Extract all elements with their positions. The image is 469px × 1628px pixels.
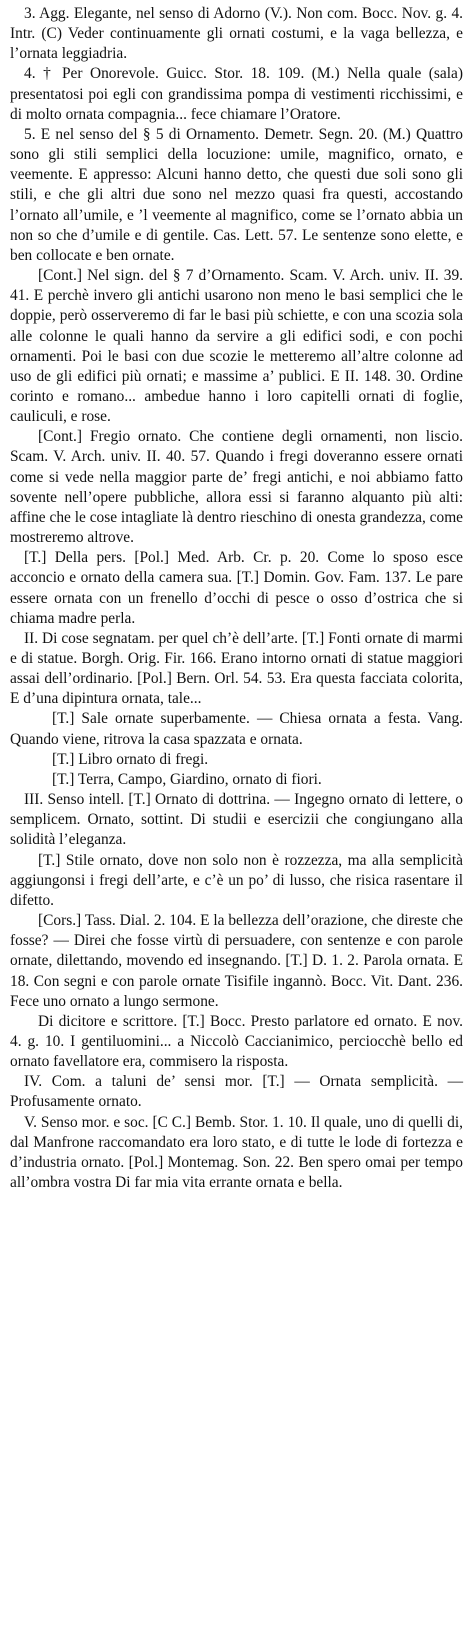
entry-text: II. Di cose segnatam. per quel ch’è dell’arte. [T.] Fonti ornate di marmi e di statue. Borgh. Orig. Fir. 166. Erano intorno ornati di statue maggiori assai dell’ordinario. [Pol.] Bern. Orl. 54. 53. Era questa facciata colorita, E d’una dipintura ornata, tale...: [10, 629, 467, 708]
entry-sense-5: [10, 125, 467, 266]
entry-sense-IV: [10, 1072, 467, 1112]
entry-text: [T.] Della pers. [Pol.] Med. Arb. Cr. p. 20. Come lo sposo esce acconcio e ornato della camera sua. [T.] Domin. Gov. Fam. 137. Le pare essere ornata con un frenello d’occhi di pesce o osso d’ostrica che si chiama madre perla.: [10, 549, 467, 627]
entry-text: V. Senso mor. e soc. [C C.] Bemb. Stor. 1. 10. Il quale, uno di quelli di, dal Manfrone raccomandato era loro stato, e di tutte le lode di fortezza e d’industria ornato. [Pol.] Montemag. Son. 22. Ben spero omai per tempo all’ombra vostra Di far mia vita errante ornata e bella.: [10, 1113, 467, 1192]
entry-della-pers: [10, 548, 467, 629]
entry-text: [Cont.] Fregio ornato. Che contiene degli ornamenti, non liscio. Scam. V. Arch. univ. II. 40. 57. Quando i fregi doveranno essere ornati come si vede nella maggior parte de’ fregi antichi, e noi abbiamo fatto sovente nell’opere pubbliche, allora essi si faranno alquanto più alti: affine che le cose intagliate là dentro rieschino di onesta grandezza, come mostreremo altrove.: [10, 428, 467, 547]
entry-text: [T.] Terra, Campo, Giardino, ornato di fiori.: [52, 770, 322, 788]
entry-text: [T.] Libro ornato di fregi.: [52, 750, 209, 768]
entry-text: [Cors.] Tass. Dial. 2. 104. E la bellezza dell’orazione, che direste che fosse? — Direi che fosse virtù di persuadere, con sentenze e con parole ornate, dilettando, movendo ed insegnando. [T.] D. 1. 2. Parola ornata. E 18. Con segni e con parole ornate Tisifile ingannò. Bocc. Vit. Dant. 236. Fece uno ornato a lungo sermone.: [10, 912, 467, 1010]
entry-text: 4. † Per Onorevole. Guicc. Stor. 18. 109. (M.) Nella quale (sala) presentatosi poi egli con grandissima pompa di vestimenti ricchissimi, e di molto ornata compagnia... fece chiamare l’Oratore.: [10, 65, 467, 123]
entry-sense-V: [10, 1113, 467, 1194]
entry-sense-II: [10, 629, 467, 710]
entry-sense-4: [10, 64, 467, 124]
entry-text: IV. Com. a taluni de’ sensi mor. [T.] — Ornata semplicità. — Profusamente ornato.: [10, 1073, 467, 1111]
entry-text: 5. E nel senso del § 5 di Ornamento. Demetr. Segn. 20. (M.) Quattro sono gli stili semplici della locuzione: umile, magnifico, ornato, e veemente. E appresso: Alcuni hanno detto, che questi due soli sono gli stili, e che gli altri due sono nel mezzo quasi fra questi, accostando l’ornato all’umile, e ’l veemente al magnifico, come se l’ornato abbia un non so che d’umile e di gentile. Cas. Lett. 57. Le sentenze sono elette, e ben collocate e ben ornate.: [10, 125, 467, 264]
entry-sense-III: [10, 790, 467, 850]
entry-text: [T.] Sale ornate superbamente. — Chiesa ornata a festa. Vang. Quando viene, ritrova la casa spazzata e ornata.: [10, 710, 467, 748]
entry-text: [T.] Stile ornato, dove non solo non è rozzezza, ma alla semplicità aggiungonsi i fregi dell’arte, e c’è un po’ di lusso, che risica rasentare il difetto.: [10, 851, 467, 909]
entry-terra-campo: [10, 770, 463, 790]
entry-sense-3: [10, 4, 467, 64]
entry-cont-fregio: [10, 427, 467, 548]
entry-text: [Cont.] Nel sign. del § 7 d’Ornamento. Scam. V. Arch. univ. II. 39. 41. E perchè invero gli antichi usarono non meno le basi semplici che le doppie, però osserveremo di far le basi più schiette, e con una scozia sola alle colonne le quali hanno da servire a gli edifici sodi, e con pochi ornamenti. Poi le basi con due scozie le metteremo all’altre colonne ad uso de gli edifici più ornati; e massime a’ publici. E II. 148. 30. Ordine corinto e romano... ambedue hanno i loro capitelli ornati di foglie, cauliculi, e rose.: [10, 267, 467, 426]
entry-libro-ornato: [10, 750, 463, 770]
entry-stile-ornato: [10, 851, 467, 911]
entry-text: Di dicitore e scrittore. [T.] Bocc. Presto parlatore ed ornato. E nov. 4. g. 10. I gentiluomini... a Niccolò Caccianimico, perciocchè bello ed ornato favellatore era, commisero la risposta.: [10, 1012, 467, 1071]
entry-cont-basi: [10, 266, 467, 427]
entry-cors-tass: [10, 911, 467, 1012]
entry-sale-ornate: [10, 709, 467, 749]
entry-text: 3. Agg. Elegante, nel senso di Adorno (V.). Non com. Bocc. Nov. g. 4. Intr. (C) Veder continuamente gli ornati costumi, e la vaga bellezza, e l’ornata leggiadria.: [10, 5, 467, 63]
entry-text: III. Senso intell. [T.] Ornato di dottrina. — Ingegno ornato di lettere, o semplicem. Ornato, sottint. Di studii e esercizii che congiungano alla solidità l’eleganza.: [10, 791, 467, 849]
entry-dicitore: [10, 1012, 467, 1072]
